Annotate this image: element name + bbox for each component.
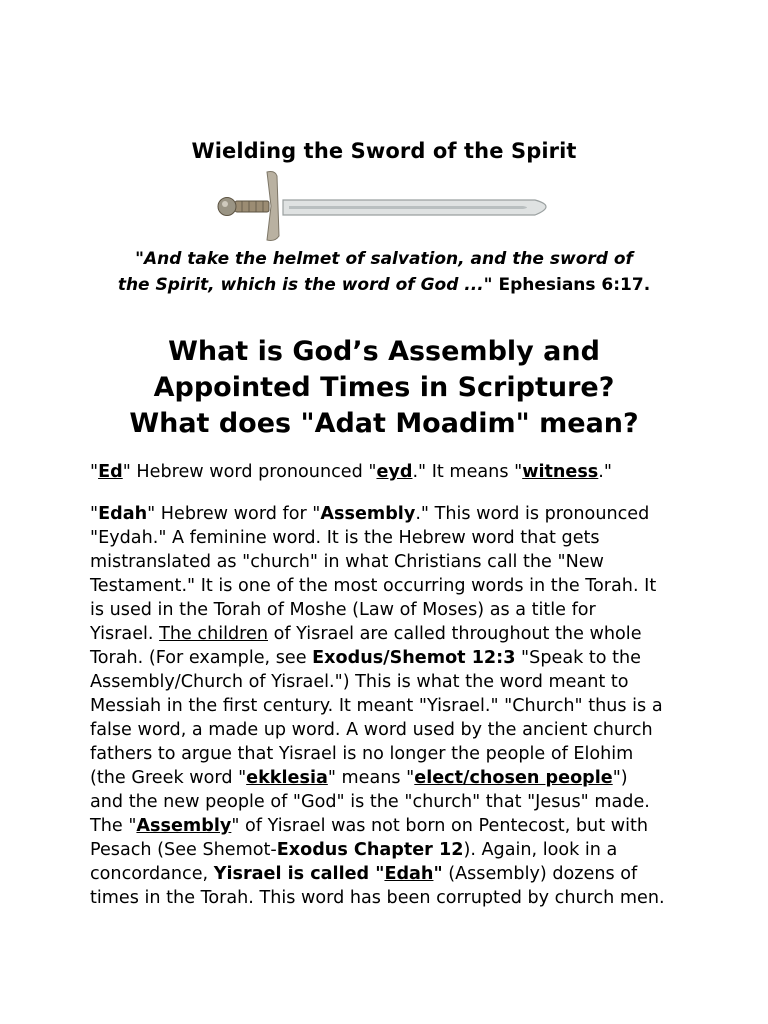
sword-pommel [218, 198, 236, 216]
sword-fuller [289, 206, 527, 209]
scripture-quote: "And take the helmet of salvation, and the sword of the Spirit, which is the word of God ..." Ephesians 6:17. [117, 249, 651, 295]
scripture-reference: Ephesians 6:17. [498, 275, 651, 295]
main-heading: What is God’s Assembly and Appointed Times in Scripture? What does "Adat Moadim" mean? [129, 336, 639, 439]
paragraph-edah: "Edah" Hebrew word for "Assembly." This word is pronounced "Eydah." A feminine word. It is the Hebrew word that gets mistranslated as "church" in what Christians call the "New Testament." It is one of the most occurring words in the Torah. It is used in the Torah of Moshe (Law of Moses) as a title for Yisrael. The children of Yisrael are called throughout the whole Torah. (For example, see Exodus/Shemot 12:3 "Speak to the Assembly/Church of Yisrael.") This is what the word meant to Messiah in the first century. It meant "Yisrael." "Church" thus is a false word, a made up word. A word used by the ancient church fathers to argue that Yisrael is no longer the people of Elohim (the Greek word "ekklesia" means "elect/chosen people") and the new people of "God" is the "church" that "Jesus" made. The "Assembly" of Yisrael was not born on Pentecost, but with Pesach (See Shemot-Exodus Chapter 12). Again, look in a concordance, Yisrael is called "Edah" (Assembly) dozens of times in the Torah. This word has been corrupted by church men. [90, 504, 665, 908]
paragraph-ed: "Ed" Hebrew word pronounced "eyd." It means "witness." [90, 462, 612, 482]
sword-grip [235, 201, 269, 212]
document-title: Wielding the Sword of the Spirit [191, 139, 577, 163]
sword-image [205, 170, 565, 242]
